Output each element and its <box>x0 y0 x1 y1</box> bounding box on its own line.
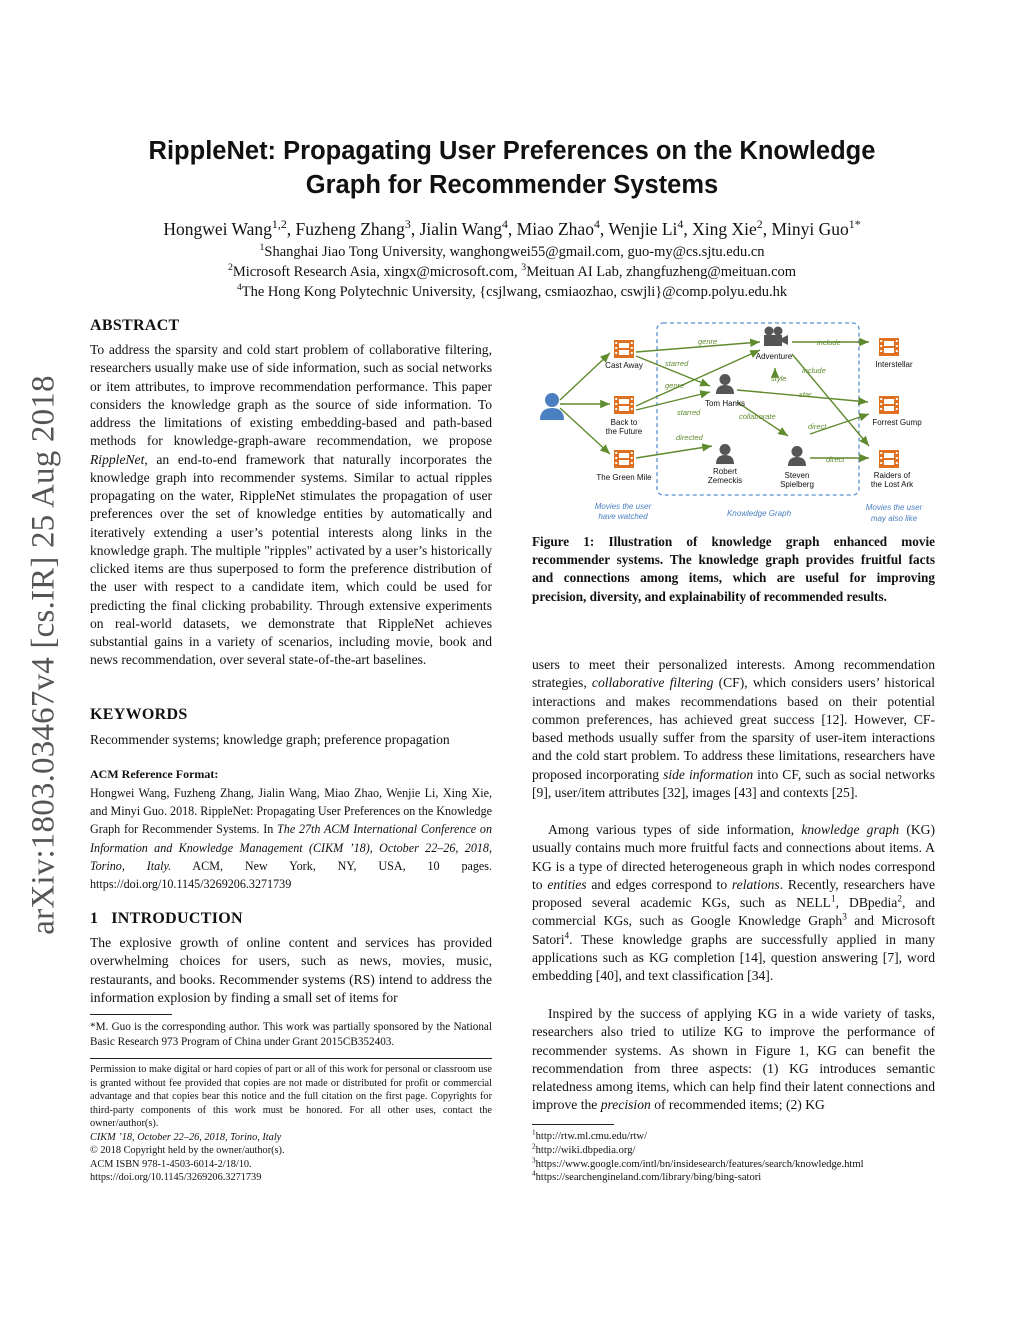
footnote: $^4$https://searchengineland.com/library/bing/bing-satori <box>532 1169 762 1184</box>
affiliation-2: $^2$Microsoft Research Asia, xingx@microsoft.com, $^3$Meituan AI Lab, zhangfuzheng@meituan.com <box>227 262 797 280</box>
group-label: Movies the user <box>594 502 652 511</box>
permission-rule <box>90 1058 492 1059</box>
group-label: may also like <box>870 514 918 523</box>
footnote: $^3$https://www.google.com/intl/bn/insidesearch/features/search/knowledge.html <box>532 1156 864 1170</box>
abstract-heading: ABSTRACT <box>90 317 180 334</box>
permission-doi: https://doi.org/10.1145/3269206.3271739 <box>90 1172 262 1184</box>
group-label: Knowledge Graph <box>726 509 792 518</box>
author: Minyi Guo$^{1*}$ <box>771 217 861 239</box>
permission-venue: CIKM ’18, October 22–26, 2018, Torino, Italy <box>90 1131 282 1143</box>
edge-label: genre <box>698 337 718 346</box>
edge-label: collaborate <box>739 412 776 421</box>
film-icon <box>614 396 634 414</box>
author: Jialin Wang$^4$, <box>419 217 517 239</box>
permission-isbn: ACM ISBN 978-1-4503-6014-2/18/10. <box>90 1158 252 1170</box>
edge-label: direct <box>808 422 827 431</box>
movie-label: the Future <box>605 427 643 436</box>
paper-title <box>100 134 924 202</box>
keywords-heading: KEYWORDS <box>90 706 188 723</box>
user-icon <box>540 393 564 420</box>
affiliation-1: $^1$Shanghai Jiao Tong University, wanghongwei55@gmail.com, guo-my@cs.sjtu.edu.cn <box>259 242 765 260</box>
genre-label: Adventure <box>755 352 793 361</box>
permission-copyright: © 2018 Copyright held by the owner/author(s). <box>90 1145 285 1157</box>
author: Wenjie Li$^4$, <box>608 217 693 239</box>
permission-block <box>90 1063 492 1185</box>
intro-heading: 1 INTRODUCTION <box>90 910 243 927</box>
person-icon <box>716 374 734 394</box>
edge-label: starred <box>677 408 701 417</box>
affiliation-3: $^4$The Hong Kong Polytechnic University, {csjlwang, csmiaozhao, cswjli}@comp.polyu.edu.hk <box>236 282 788 300</box>
movie-label: The Green Mile <box>596 473 652 482</box>
intro-text: The explosive growth of online content and services has provided overwhelming choices for users, such as news, movies, music, restaurants, and books. Recommender systems (RS) intend to address the information explosion by finding a small set of items for <box>90 935 492 1005</box>
group-label: have watched <box>598 512 648 521</box>
movie-label: Interstellar <box>875 360 913 369</box>
movie-label: Forrest Gump <box>872 418 922 427</box>
author-footnote: *M. Guo is the corresponding author. This work was partially sponsored by the National Basic Research 973 Program of China under Grant 2015CB352403. <box>90 1021 492 1048</box>
camera-icon <box>764 327 788 347</box>
figure-1-caption: Figure 1: Illustration of knowledge graph enhanced movie recommender systems. The knowledge graph provides fruitful facts and connections among items, which are useful for improving precision, diversity, and explainability of recommended results. <box>532 534 935 604</box>
footnote-rule-right <box>532 1124 614 1125</box>
edge-label: style <box>771 374 787 383</box>
arxiv-id: arXiv:1803.03467v4 [cs.IR] 25 Aug 2018 <box>25 375 62 935</box>
person-label: Tom Hanks <box>704 399 746 408</box>
film-icon <box>879 338 899 356</box>
abstract-text: To address the sparsity and cold start problem of collaborative filtering, researchers usually make use of side information, such as social networks or item attributes, to improve recommendation performance. This paper considers the knowledge graph as the source of side information. To address the limitations of existing embedding-based and path-based methods for knowledge-graph-aware recommendation, we propose RippleNet, an end-to-end framework that naturally incorporates the knowledge graph into recommender systems. Similar to actual ripples propagating on the water, RippleNet stimulates the propagation of user preferences over the set of knowledge entities by automatically and iteratively extending a user’s potential interests along links in the knowledge graph. The multiple "ripples" activated by a user’s historically clicked items are thus superposed to form the preference distribution of the user with respect to a candidate item, which could be used for predicting the final clicking probability. Through extensive experiments on real-world datasets, we demonstrate that RippleNet achieves substantial gains in a variety of scenarios, including movie, book and news recommendation, over several state-of-the-art baselines. <box>90 342 492 668</box>
edge-label: genre <box>665 381 685 390</box>
person-label: Zemeckis <box>707 476 743 485</box>
acm-reference-text: Hongwei Wang, Fuzheng Zhang, Jialin Wang, Miao Zhao, Wenjie Li, Xing Xie, and Minyi Guo. 2018. RippleNet: Propagating User Preferences on the Knowledge Graph for Recommender Systems. In The 27th ACM International Conference on Information and Knowledge Management (CIKM ’18), October 22–26, 2018, Torino, Italy. ACM, New York, NY, USA, 10 pages. https://doi.org/10.1145/3269206.3271739 <box>90 786 492 892</box>
author: Miao Zhao$^4$, <box>516 217 609 239</box>
title-line-1: RippleNet: Propagating User Preferences on the Knowledge <box>148 137 876 165</box>
edge-label: starred <box>665 359 689 368</box>
edge-label: directed <box>676 433 703 442</box>
film-icon <box>614 340 634 358</box>
person-label: Spielberg <box>780 480 814 489</box>
figure-1-diagram <box>532 318 940 528</box>
intro-paragraph-1: users to meet their personalized interests. Among recommendation strategies, collaborative filtering (CF), which considers users’ historical interactions and makes recommendations based on their potential common preferences, has achieved great success [12]. However, CF-based methods usually suffer from the sparsity of user-item interactions and the cold start problem. To address these limitations, researchers have proposed incorporating side information into CF, such as social networks [9], user/item attributes [32], images [43] and contexts [25]. <box>532 657 935 800</box>
movie-label: Cast Away <box>605 361 643 370</box>
footnote: $^1$http://rtw.ml.cmu.edu/rtw/ <box>532 1128 648 1142</box>
person-label: Steven <box>784 471 810 480</box>
author: Hongwei Wang$^{1,2}$ <box>163 217 287 239</box>
intro-paragraph-3: Inspired by the success of applying KG in a wide variety of tasks, researchers also tried to utilize KG to improve the performance of recommender systems. As shown in Figure 1, KG can benefit the recommendation from three aspects: (1) KG introduces semantic relatedness among items, which can help find their latent connections and improve the precision of recommended items; (2) KG <box>532 1006 935 1113</box>
film-icon <box>879 396 899 414</box>
keywords-text: Recommender systems; knowledge graph; preference propagation <box>90 732 450 747</box>
acm-reference-heading: ACM Reference Format: <box>90 767 219 781</box>
movie-label: the Lost Ark <box>870 480 914 489</box>
author: Fuzheng Zhang$^3$, <box>295 217 420 239</box>
footnotes-right <box>532 1130 935 1185</box>
footnote: $^2$http://wiki.dbpedia.org/ <box>532 1142 636 1156</box>
film-icon <box>879 450 899 468</box>
edge-label: direct <box>826 455 845 464</box>
film-icon <box>614 450 634 468</box>
movie-label: Raiders of <box>873 471 911 480</box>
footnote-rule <box>90 1014 172 1015</box>
person-icon <box>788 446 806 466</box>
author: Xing Xie$^2$, <box>692 217 772 239</box>
person-icon <box>716 444 734 464</box>
permission-text: Permission to make digital or hard copies of part or all of this work for personal or classroom use is granted without fee provided that copies are not made or distributed for profit or commercial advantage and that copies bear this notice and the full citation on the first page. Copyrights for third-party components of this work must be honored. For all other uses, contact the owner/author(s). <box>90 1064 492 1130</box>
edge-label: include <box>802 366 826 375</box>
movie-label: Back to <box>610 418 638 427</box>
edge-label: star <box>799 390 812 399</box>
person-label: Robert <box>712 467 738 476</box>
edge-label: include <box>817 338 841 347</box>
title-line-2: Graph for Recommender Systems <box>305 171 719 199</box>
group-label: Movies the user <box>865 503 923 512</box>
author-list: Hongwei Wang$^{1,2}$, Fuzheng Zhang$^3$, Jialin Wang$^4$, Miao Zhao$^4$, Wenjie Li$^4$, Xing Xie$^2$, Minyi Guo$^{1*}$ <box>163 217 861 239</box>
arxiv-stamp <box>24 364 64 946</box>
intro-paragraph-2: Among various types of side information, knowledge graph (KG) usually contains much more fruitful facts and connections about items. A KG is a type of directed heterogeneous graph in which nodes correspond to entities and edges correspond to relations. Recently, researchers have proposed several academic KGs, such as NELL$^1$, DBpedia$^2$, and commercial KGs, such as Google Knowledge Graph$^3$ and Microsoft Satori$^4$. These knowledge graphs are successfully applied in many applications such as KG completion [14], question answering [7], word embedding [40], and text classification [34]. <box>532 822 936 983</box>
